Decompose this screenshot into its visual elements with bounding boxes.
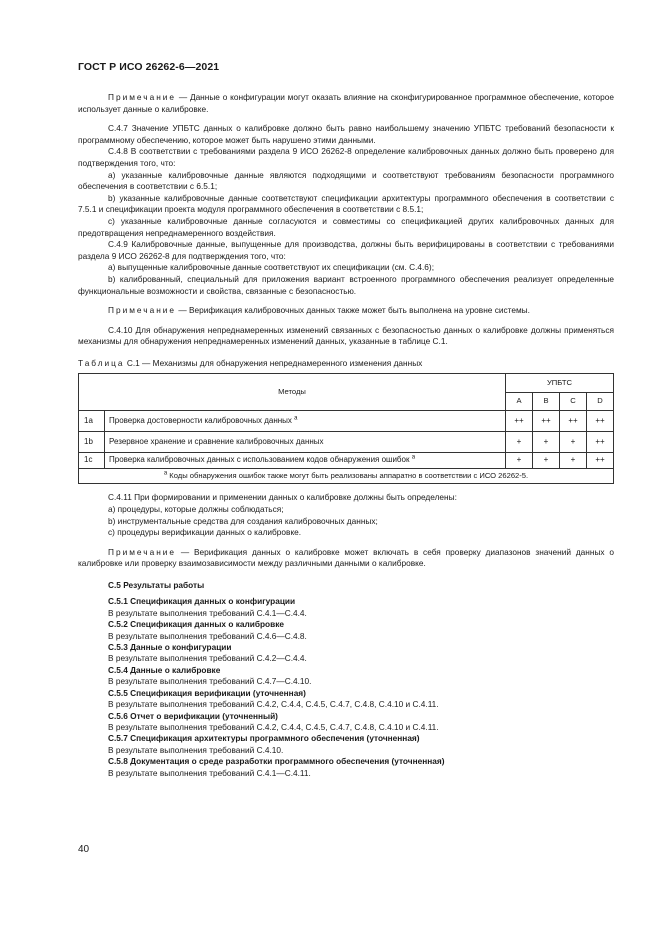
note-label: Примечание (108, 546, 177, 557)
subsection-text: В результате выполнения требований С.4.10. (108, 744, 284, 755)
list-item: а) выпущенные калибровочные данные соответствуют их спецификации (см. С.4.6); (108, 262, 434, 273)
subsection-text: В результате выполнения требований С.4.6—С.4.8. (108, 630, 307, 641)
row-mark: ++ (587, 411, 614, 432)
table-header-row (79, 374, 614, 393)
table-footnote-row (79, 468, 614, 484)
document-header: ГОСТ Р ИСО 26262-6—2021 (78, 61, 220, 73)
subsection-text: В результате выполнения требований С.4.2, С.4.4, С.4.5, С.4.7, С.4.8, С.4.10 и С.4.11. (108, 699, 439, 710)
page-number: 40 (78, 844, 90, 855)
clause-c48: С.4.8 В соответствии с требованиями раздела 9 ИСО 26262-8 определение калибровочных данных должно быть проверено для подтверждения того, что: (78, 146, 614, 168)
table-row (79, 432, 614, 453)
note-label: Примечание (108, 305, 177, 316)
list-item: b) инструментальные средства для создания калибровочных данных; (108, 515, 378, 526)
row-id: 1c (79, 453, 105, 469)
mechanisms-table (78, 373, 614, 484)
section-heading: С.5 Результаты работы (108, 580, 205, 591)
list-item: с) процедуры верификации данных о калибровке. (108, 527, 302, 538)
note-paragraph (78, 305, 614, 317)
table-caption-text: С.1 — Механизмы для обнаружения непреднамеренного изменения данных (124, 357, 423, 368)
row-method: Резервное хранение и сравнение калибровочных данных (105, 432, 506, 453)
table-caption-label: Таблица (78, 357, 125, 368)
list-item: с) указанные калибровочные данные согласуются и совместимы со спецификацией других калибровочных данных для предотвращения непреднамеренного воздействия. (78, 215, 614, 238)
subsection-text: В результате выполнения требований С.4.2, С.4.4, С.4.5, С.4.7, С.4.8, С.4.10 и С.4.11. (108, 721, 439, 732)
subsection-heading: С.5.3 Данные о конфигурации (108, 642, 232, 653)
list-item: а) процедуры, которые должны соблюдаться; (108, 504, 284, 515)
list-item: b) указанные калибровочные данные соответствуют спецификации архитектуры программного обеспечения в соответствии с 7.5.1 и спецификации проекта модуля программного обеспечения в соответствии с 8.5.1; (78, 192, 614, 215)
list-item: b) калиброванный, специальный для приложения вариант встроенного программного обеспечения реализует определенные функциональные возможности и свойства, связанные с безопасностью. (78, 273, 614, 296)
table-footnote: $^a$ Коды обнаружения ошибок также могут быть реализованы аппаратно в соответствии с ИСО 26262-5. (79, 468, 614, 484)
row-mark: ++ (533, 411, 560, 432)
row-mark: ++ (506, 411, 533, 432)
row-id: 1a (79, 411, 105, 432)
row-id: 1b (79, 432, 105, 453)
row-mark: + (560, 453, 587, 469)
row-mark: + (560, 432, 587, 453)
clause-c411: С.4.11 При формировании и применении данных о калибровке должны быть определены: (108, 492, 457, 503)
row-method: Проверка достоверности калибровочных данных $^a$ (105, 411, 506, 432)
subsection-heading: С.5.5 Спецификация верификации (уточненная) (108, 687, 306, 698)
methods-header: Методы (79, 374, 506, 411)
clause-c410: С.4.10 Для обнаружения непреднамеренных изменений связанных с безопасностью данных о калибровке должны применяться механизмы для обнаружения непреднамеренных изменений данных, указанные в таблице С.1. (78, 324, 614, 347)
row-mark: + (506, 432, 533, 453)
level-header: D (587, 392, 614, 411)
footnote-ref: a (411, 454, 416, 461)
subsection-text: В результате выполнения требований С.4.1—С.4.11. (108, 767, 311, 778)
subsection-heading: С.5.4 Данные о калибровке (108, 664, 221, 675)
subsection-heading: С.5.1 Спецификация данных о конфигурации (108, 596, 296, 607)
page-content (78, 92, 614, 779)
clause-c49: С.4.9 Калибровочные данные, выпущенные для производства, должны быть верифицированы в соответствии с требованиями раздела 9 ИСО 26262-8 для подтверждения того, что: (78, 239, 614, 261)
row-mark: + (506, 453, 533, 469)
subsection-heading: С.5.7 Спецификация архитектуры программного обеспечения (уточненная) (108, 733, 420, 744)
row-mark: ++ (560, 411, 587, 432)
level-header: B (533, 392, 560, 411)
row-method: Проверка калибровочных данных с использованием кодов обнаружения ошибок $^a$ (105, 453, 506, 469)
subsection-text: В результате выполнения требований С.4.2—С.4.4. (108, 653, 307, 664)
note-text: — Верификация данных о калибровке может включать в себя проверку диапазонов значений данных о калибровке или проверку взаимозависимости между различными данными о калибровке. (78, 546, 614, 569)
subsection-text: В результате выполнения требований С.4.7—С.4.10. (108, 676, 312, 687)
table-row (79, 411, 614, 432)
table-caption (78, 358, 614, 370)
results-section (78, 580, 614, 779)
list-item: а) указанные калибровочные данные являются подходящими и соответствуют требованиям безопасности программного обеспечения в соответствии с 6.5.1; (78, 169, 614, 192)
subsection-heading: С.5.8 Документация о среде разработки программного обеспечения (уточненная) (108, 756, 445, 767)
level-header: A (506, 392, 533, 411)
clause-c47: С.4.7 Значение УПБТС данных о калибровке должно быть равно наибольшему значению УПБТС требований безопасности к программному обеспечению, которое может быть нарушено этими данными. (78, 123, 614, 145)
subsection-heading: С.5.6 Отчет о верификации (уточненный) (108, 710, 278, 721)
note-text: — Верификация калибровочных данных также может быть выполнена на уровне системы. (176, 305, 530, 316)
note-text: — Данные о конфигурации могут оказать влияние на сконфигурированное программное обеспечение, которое использует данные о калибровке. (78, 92, 614, 114)
row-mark: + (533, 432, 560, 453)
row-mark: + (533, 453, 560, 469)
asil-header: УПБТС (506, 374, 614, 393)
note-paragraph (78, 547, 614, 570)
subsection-text: В результате выполнения требований С.4.1—С.4.4. (108, 607, 307, 618)
subsection-heading: С.5.2 Спецификация данных о калибровке (108, 619, 284, 630)
table-row (79, 453, 614, 469)
note-label: Примечание (108, 92, 177, 102)
footnote-ref: a (294, 415, 298, 422)
row-mark: ++ (587, 453, 614, 469)
level-header: C (560, 392, 587, 411)
note-paragraph (78, 92, 614, 115)
row-mark: ++ (587, 432, 614, 453)
